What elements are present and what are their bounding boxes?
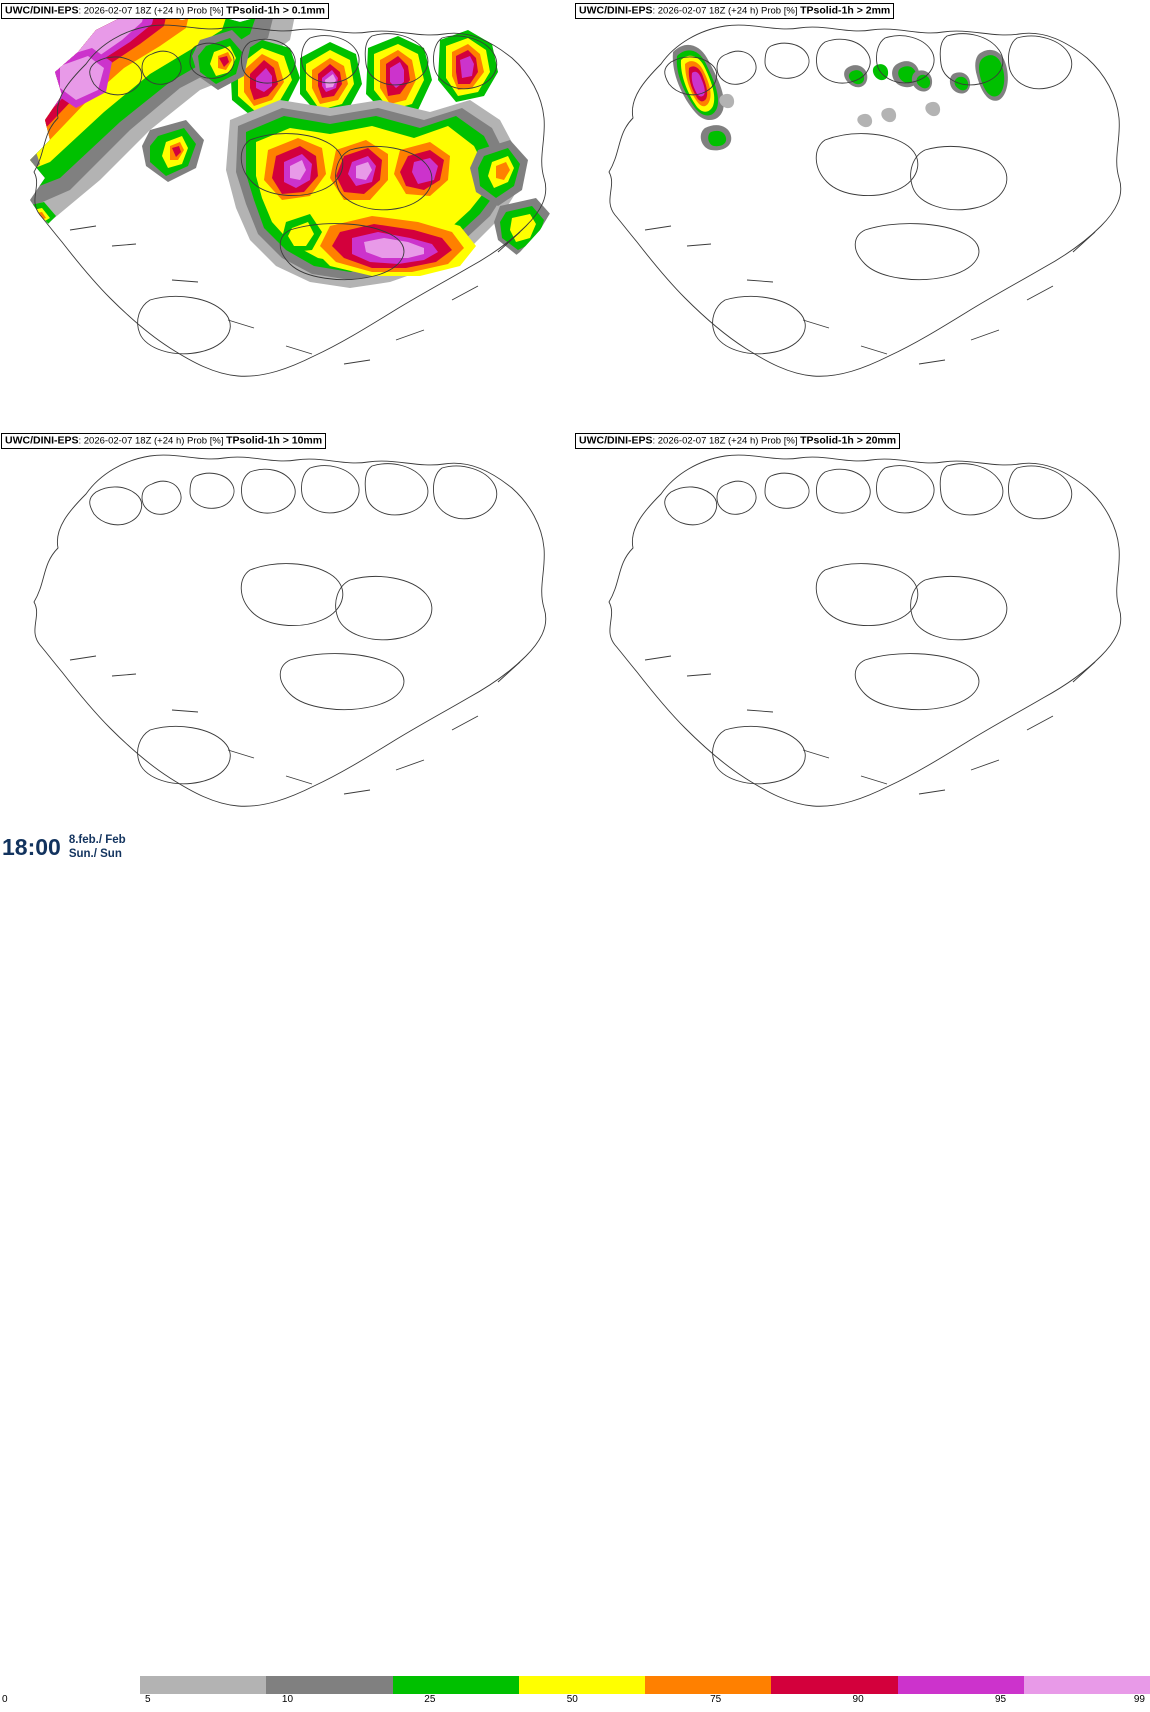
panel-title — [575, 3, 894, 19]
colorbar-tick-labels — [0, 1694, 1150, 1712]
map-panel-20mm[interactable] — [575, 430, 1150, 860]
valid-time-block — [0, 826, 140, 868]
colorbar-tick-99: 99 — [1133, 1694, 1145, 1705]
colorbar-tick-5: 5 — [145, 1694, 151, 1705]
panel-run-label: : 2026-02-07 18Z (+24 h) Prob [%] — [78, 5, 227, 17]
valid-date-weekday: Sun./ Sun — [68, 848, 122, 860]
panel-title — [575, 433, 900, 449]
colorbar-tick-50: 50 — [566, 1694, 578, 1705]
colorbar-tick-75: 75 — [710, 1694, 722, 1705]
panel-field-label: TPsolid-1h > 10mm — [226, 434, 323, 447]
probability-contours — [673, 45, 1008, 150]
colorbar-segment-95 — [898, 1676, 1024, 1694]
coastline-outline — [609, 455, 1121, 806]
panel-title — [1, 3, 329, 19]
panel-field-label: TPsolid-1h > 2mm — [800, 4, 891, 17]
map-panel-0.1mm[interactable] — [0, 0, 575, 430]
panel-model-label: UWC/DINI-EPS — [5, 434, 79, 447]
map-canvas — [575, 430, 1150, 860]
colorbar-strip[interactable] — [140, 1676, 1150, 1694]
footer-bar — [0, 822, 1150, 1705]
panel-run-label: : 2026-02-07 18Z (+24 h) Prob [%] — [652, 435, 801, 447]
colorbar-segment-90 — [771, 1676, 897, 1694]
probability-contours — [0, 0, 552, 288]
colorbar-tick-90: 90 — [852, 1694, 864, 1705]
valid-date-day: 8.feb./ Feb — [68, 834, 126, 846]
panel-model-label: UWC/DINI-EPS — [579, 434, 653, 447]
panel-run-label: : 2026-02-07 18Z (+24 h) Prob [%] — [78, 435, 227, 447]
colorbar[interactable] — [140, 1676, 1150, 1694]
map-canvas — [0, 430, 575, 860]
colorbar-segment-25 — [393, 1676, 519, 1694]
colorbar-zero-label: 0 — [2, 1694, 8, 1705]
colorbar-segment-50 — [519, 1676, 645, 1694]
map-canvas — [0, 0, 575, 430]
colorbar-segment-5 — [140, 1676, 266, 1694]
panel-run-label: : 2026-02-07 18Z (+24 h) Prob [%] — [652, 5, 801, 17]
map-panel-10mm[interactable] — [0, 430, 575, 860]
colorbar-tick-95: 95 — [994, 1694, 1007, 1705]
valid-time: 18:00 — [2, 833, 61, 860]
colorbar-tick-25: 25 — [424, 1694, 436, 1705]
colorbar-segment-10 — [266, 1676, 392, 1694]
colorbar-segment-99 — [1024, 1676, 1150, 1694]
panel-field-label: TPsolid-1h > 20mm — [800, 434, 897, 447]
colorbar-segment-75 — [645, 1676, 771, 1694]
panel-model-label: UWC/DINI-EPS — [5, 4, 79, 17]
panel-field-label: TPsolid-1h > 0.1mm — [226, 4, 326, 17]
valid-date — [61, 833, 126, 861]
coastline-outline — [34, 455, 546, 806]
panel-model-label: UWC/DINI-EPS — [579, 4, 653, 17]
map-canvas — [575, 0, 1150, 430]
map-panel-2mm[interactable] — [575, 0, 1150, 430]
colorbar-tick-10: 10 — [281, 1694, 294, 1705]
panel-title — [1, 433, 326, 449]
